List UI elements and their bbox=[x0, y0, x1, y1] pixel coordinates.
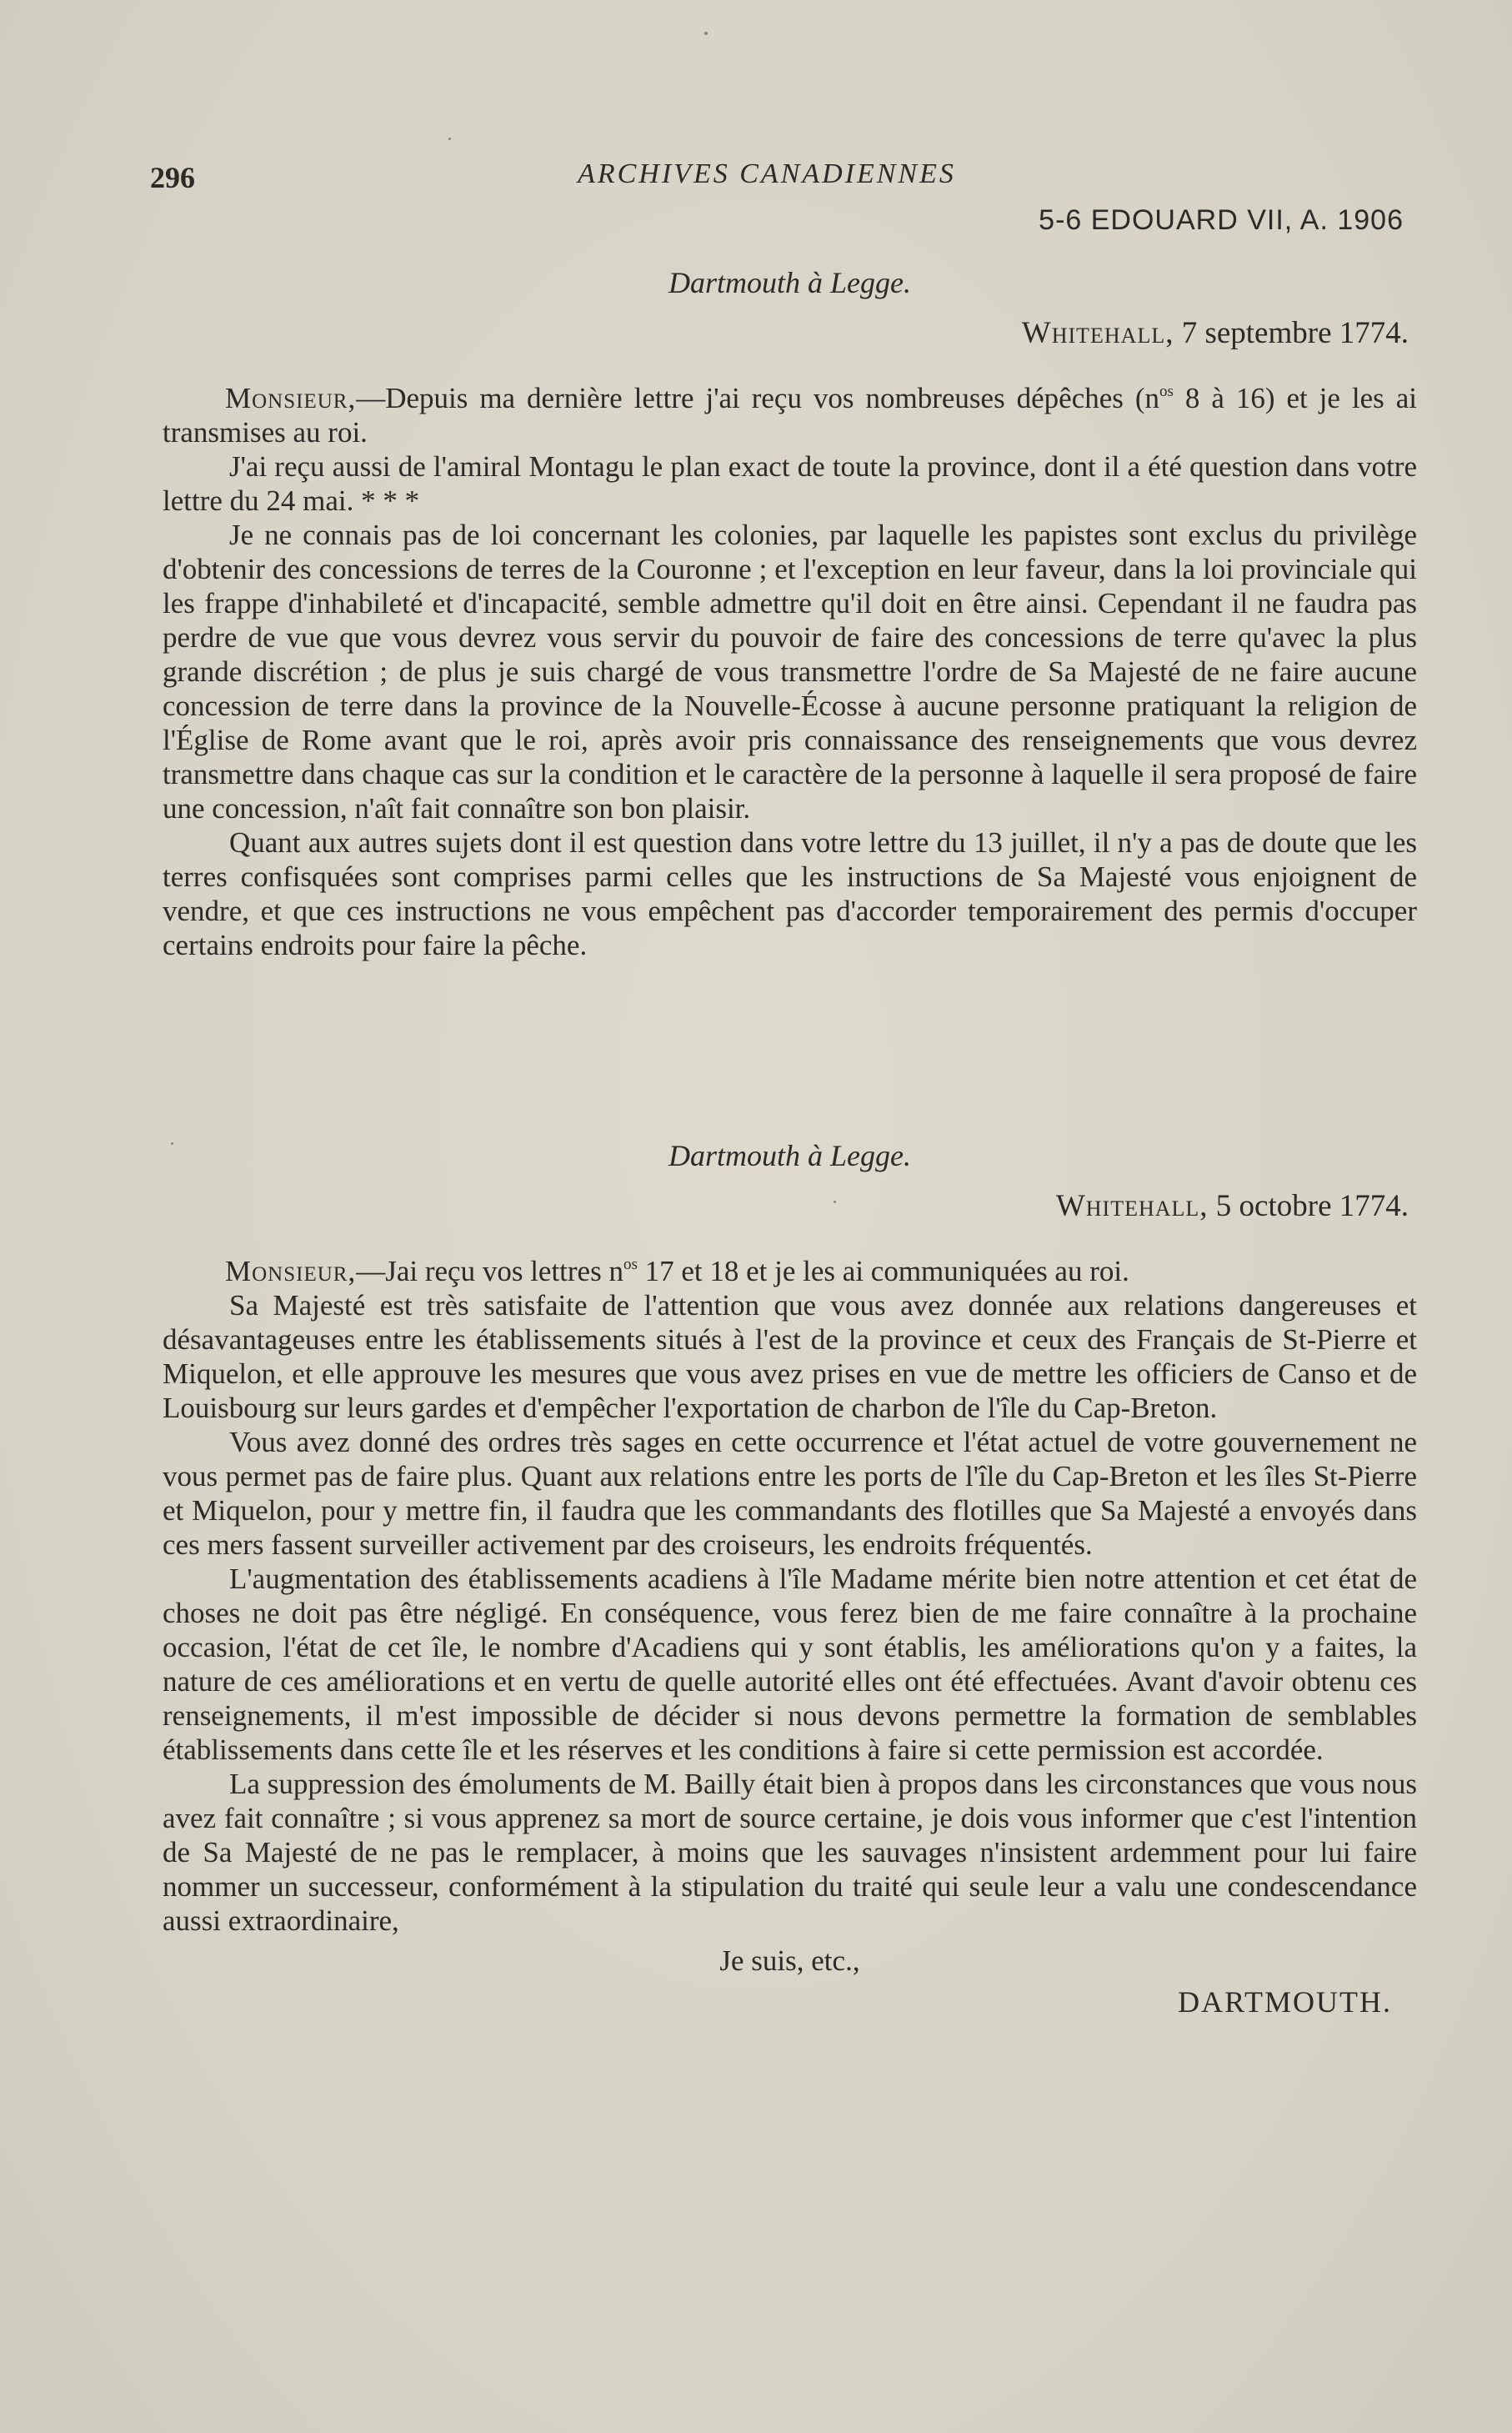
salutation: Monsieur, bbox=[225, 382, 357, 414]
paragraph: L'augmentation des établissements acadiens à l'île Madame mérite bien notre attention et cet état de choses ne doit pas être négligé. En conséquence, vous ferez bien de me faire connaître à la prochaine occasion, l'état de cet île, le nombre d'Acadiens qui y sont établis, les améliorations qu'on y a faites, la nature de ces améliorations et en vertu de quelle autorité elles ont été effectuées. Avant d'avoir obtenu ces renseignements, il m'est impossible de décider si nous devons permettre la formation de semblables établissements dans cette île et les réserves et les conditions à faire si cette permission est accordée. bbox=[163, 1563, 1417, 1766]
letter-body bbox=[163, 1254, 1417, 1938]
page-header bbox=[150, 150, 1384, 200]
paragraph: Vous avez donné des ordres très sages en cette occurrence et l'état actuel de votre gouvernement ne vous permet pas de faire plus. Quant aux relations entre les ports de l'île du Cap-Breton et les îles St-Pierre et Miquelon, pour y mettre fin, il faudra que les commandants des flotilles que Sa Majesté a envoyés dans ces mers fassent surveiller activement par des croiseurs, les endroits fréquentés. bbox=[163, 1426, 1417, 1561]
paragraph: La suppression des émoluments de M. Bailly était bien à propos dans les circonstances que vous nous avez fait connaître ; si vous apprenez sa mort de source certaine, je dois vous informer que c'est l'intention de Sa Majesté de ne pas le remplacer, à moins que les sauvages n'insistent ardemment pour lui faire nommer un successeur, conformément à la stipulation du traité qui seule leur a valu une condescendance aussi extraordinaire, bbox=[163, 1768, 1417, 1937]
paper-speck bbox=[704, 32, 708, 35]
dateline-date: 5 octobre 1774. bbox=[1215, 1189, 1409, 1223]
paper-speck bbox=[171, 1142, 173, 1145]
paragraph: J'ai reçu aussi de l'amiral Montagu le plan exact de toute la province, dont il a été question dans votre lettre du 24 mai. * * * bbox=[163, 450, 1417, 517]
dateline bbox=[163, 1188, 1409, 1224]
letter-title: Dartmouth à Legge. bbox=[668, 266, 911, 299]
letter-body bbox=[163, 381, 1417, 962]
dateline-place: Whitehall, bbox=[1055, 1189, 1209, 1223]
salutation: Monsieur, bbox=[225, 1255, 357, 1287]
paper-speck bbox=[834, 1201, 836, 1203]
paper-speck bbox=[448, 138, 451, 140]
session-label: 5-6 EDOUARD VII, A. 1906 bbox=[1039, 204, 1404, 236]
running-title: ARCHIVES CANADIENNES bbox=[578, 158, 956, 189]
letter-1 bbox=[163, 265, 1417, 962]
letter-2 bbox=[163, 1138, 1417, 2019]
closing: Je suis, etc., bbox=[719, 1944, 860, 1977]
paragraph: Monsieur,—Depuis ma dernière lettre j'ai reçu vos nombreuses dépêches ($n^{os}$ 8 à 16) et je les ai transmises au roi. bbox=[163, 382, 1417, 449]
page-number: 296 bbox=[150, 161, 195, 194]
paragraph: Je ne connais pas de loi concernant les colonies, par laquelle les papistes sont exclus du privilège d'obtenir des concessions de terres de la Couronne ; et l'exception en leur faveur, dans la loi provinciale qui les frappe d'inhabileté et d'incapacité, semble admettre qu'il doit en être ainsi. Cependant il ne faudra pas perdre de vue que vous devrez vous servir du pouvoir de faire des concessions de terre qu'avec la plus grande discrétion ; de plus je suis chargé de vous transmettre l'ordre de Sa Majesté de ne faire aucune concession de terre dans la province de la Nouvelle-Écosse à aucune personne pratiquant la religion de l'Église de Rome avant que le roi, après avoir pris connaissance des renseignements que vous devrez transmettre dans chaque cas sur la condition et le caractère de la personne à laquelle il sera proposé de faire une concession, n'aît fait connaître son bon plaisir. bbox=[163, 519, 1417, 825]
paragraph: Sa Majesté est très satisfaite de l'attention que vous avez donnée aux relations dangereuses et désavantageuses entre les établissements situés à l'est de la province et ceux des Français de St-Pierre et Miquelon, et elle approuve les mesures que vous avez prises en vue de mettre les officiers de Canso et de Louisbourg sur leurs gardes et d'empêcher l'exportation de charbon de l'île du Cap-Breton. bbox=[163, 1289, 1417, 1424]
signature: DARTMOUTH. bbox=[1178, 1985, 1392, 2019]
paragraph: Quant aux autres sujets dont il est question dans votre lettre du 13 juillet, il n'y a pas de doute que les terres confisquées sont comprises parmi celles que les instructions de Sa Majesté vous enjoignent de vendre, et que ces instructions ne vous empêchent pas d'accorder temporairement des permis d'occuper certains endroits pour faire la pêche. bbox=[163, 826, 1417, 961]
paragraph: Monsieur,—Jai reçu vos lettres $n^{os}$ 17 et 18 et je les ai communiquées au roi. bbox=[225, 1255, 1129, 1287]
dateline bbox=[163, 315, 1409, 351]
letter-title: Dartmouth à Legge. bbox=[668, 1139, 911, 1172]
dateline-date: 7 septembre 1774. bbox=[1181, 316, 1409, 350]
dateline-place: Whitehall, bbox=[1021, 316, 1174, 350]
